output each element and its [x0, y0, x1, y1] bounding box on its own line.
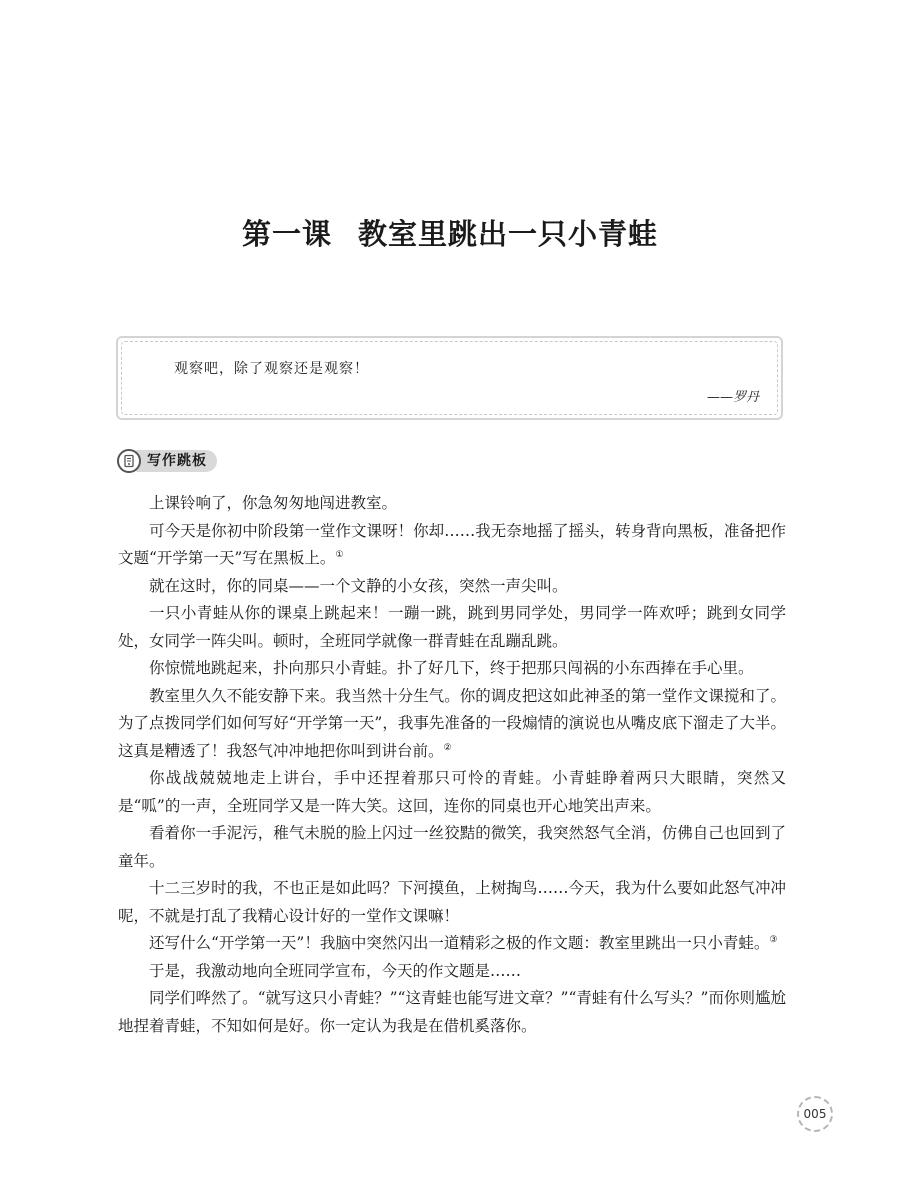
- chapter-title: [0, 212, 900, 253]
- paragraph: 教室里久久不能安静下来。我当然十分生气。你的调皮把这如此神圣的第一堂作文课搅和了。为了点拨同学们如何写好“开学第一天”，我事先准备的一段煽情的演说也从嘴皮底下溜走了大半。这真是糟透了！我怒气冲冲地把你叫到讲台前。②: [118, 686, 786, 760]
- chapter-name: 教室里跳出一只小青蛙: [358, 217, 659, 251]
- section-badge: [117, 448, 232, 474]
- paragraph: 可今天是你初中阶段第一堂作文课呀！你却……我无奈地摇了摇头，转身背向黑板，准备把作文题“开学第一天”写在黑板上。①: [118, 521, 786, 567]
- document-icon: [117, 449, 141, 473]
- paragraph: 看着你一手泥污，稚气未脱的脸上闪过一丝狡黠的微笑，我突然怒气全消，仿佛自己也回到了童年。: [118, 824, 786, 870]
- page-number: 005: [797, 1096, 833, 1132]
- paragraph: 就在这时，你的同桌——一个文静的小女孩，突然一声尖叫。: [149, 576, 568, 595]
- paragraph: 你战战兢兢地走上讲台，手中还捏着那只可怜的青蛙。小青蛙睁着两只大眼睛，突然又是“呱”的一声，全班同学又是一阵大笑。这回，连你的同桌也开心地笑出声来。: [118, 769, 786, 815]
- epigraph-author: ——罗丹: [706, 390, 759, 405]
- body-text: [118, 490, 786, 1040]
- epigraph-quote: 观察吧，除了观察还是观察！: [174, 361, 369, 377]
- paragraph: 于是，我激动地向全班同学宣布，今天的作文题是……: [149, 961, 522, 980]
- paragraph: 上课铃响了，你急匆匆地闯进教室。: [149, 494, 398, 512]
- paragraph: 还写什么“开学第一天”！我脑中突然闪出一道精彩之极的作文题：教室里跳出一只小青蛙。③: [149, 934, 778, 952]
- footnote-marker: ①: [335, 549, 344, 560]
- footnote-marker: ②: [443, 742, 452, 753]
- paragraph: 十二三岁时的我，不也正是如此吗？下河摸鱼，上树掏鸟……今天，我为什么要如此怒气冲冲呢，不就是打乱了我精心设计好的一堂作文课嘛！: [118, 879, 786, 925]
- paragraph: 一只小青蛙从你的课桌上跳起来！一蹦一跳，跳到男同学处，男同学一阵欢呼；跳到女同学处，女同学一阵尖叫。顿时，全班同学就像一群青蛙在乱蹦乱跳。: [118, 604, 786, 650]
- epigraph-box: [116, 336, 783, 420]
- footnote-marker: ③: [769, 934, 778, 945]
- chapter-number: 第一课: [241, 217, 332, 251]
- section-label: 写作跳板: [135, 450, 217, 472]
- paragraph: 同学们哗然了。“就写这只小青蛙？”“这青蛙也能写进文章？”“青蛙有什么写头？”而你则尴尬地捏着青蛙，不知如何是好。你一定认为我是在借机奚落你。: [118, 989, 786, 1035]
- paragraph: 你惊慌地跳起来，扑向那只小青蛙。扑了好几下，终于把那只闯祸的小东西捧在手心里。: [149, 659, 754, 677]
